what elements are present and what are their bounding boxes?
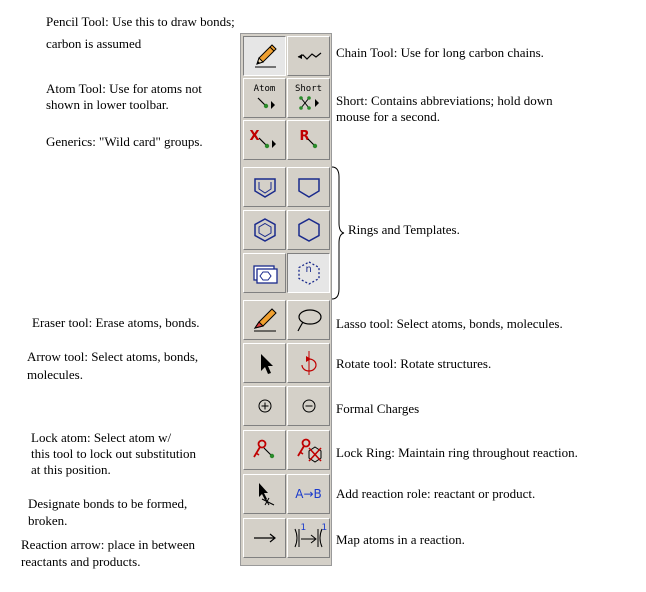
lock-atom-label: Lock atom: Select atom w/ [31, 430, 172, 445]
pencil-tool-button[interactable] [243, 36, 286, 76]
lasso-tool-label: Lasso tool: Select atoms, bonds, molecules. [336, 316, 563, 331]
generic-r-button[interactable] [287, 120, 330, 160]
cyclopentane-ring-button[interactable] [287, 167, 330, 207]
lock-ring-label: Lock Ring: Maintain ring throughout reaction. [336, 445, 578, 460]
formal-charges-label: Formal Charges [336, 401, 420, 416]
generic-r-label: R [299, 129, 310, 144]
cyclohexane-ring-icon [294, 215, 324, 245]
reaction-role-button[interactable] [287, 474, 330, 514]
cyclohexane-ring-button[interactable] [287, 210, 330, 250]
minus-charge-icon [294, 391, 324, 421]
short-tool-label: Short: Contains abbreviations; hold down [336, 93, 553, 108]
chain-icon [294, 41, 324, 71]
rings-templates-label: Rings and Templates. [348, 222, 460, 237]
cyclopentane-template-icon [250, 172, 280, 202]
rotate-tool-label: Rotate tool: Rotate structures. [336, 356, 492, 371]
atom-button-label: Atom [253, 84, 276, 94]
short-tool-label-line2: mouse for a second. [336, 109, 440, 124]
benzene-template-button[interactable] [243, 210, 286, 250]
reaction-role-label-icon: A→B [295, 487, 322, 501]
eraser-icon [250, 305, 280, 335]
lock-atom-button[interactable] [243, 430, 286, 470]
plus-charge-icon [250, 391, 280, 421]
bond-change-cursor-icon [250, 479, 280, 509]
arrow-tool-button[interactable] [243, 343, 286, 383]
generic-x-button[interactable] [243, 120, 286, 160]
positive-charge-button[interactable] [243, 386, 286, 426]
short-abbreviation-icon [294, 94, 324, 112]
map-atoms-button[interactable] [287, 518, 330, 558]
pencil-icon [250, 41, 280, 71]
pencil-tool-label: Pencil Tool: Use this to draw bonds; [46, 14, 235, 29]
lasso-icon [294, 305, 324, 335]
chemdraw-toolbar [240, 33, 332, 566]
chain-tool-button[interactable] [287, 36, 330, 76]
rotate-tool-button[interactable] [287, 343, 330, 383]
reaction-arrow-icon [250, 523, 280, 553]
reaction-role-label: Add reaction role: reactant or product. [336, 486, 536, 501]
atom-tool-label-line2: shown in lower toolbar. [46, 97, 169, 112]
lock-ring-icon [294, 435, 324, 465]
eraser-tool-label: Eraser tool: Erase atoms, bonds. [32, 315, 200, 330]
template-folder-icon [250, 258, 280, 288]
lock-atom-label-line2: this tool to lock out substitution [31, 446, 197, 461]
map-superscript-right: 1 [321, 523, 328, 533]
generic-r-bond-icon [294, 126, 324, 154]
atom-bond-icon [251, 94, 279, 112]
map-superscript-left: 1 [300, 523, 307, 533]
arrow-tool-label-line2: molecules. [27, 367, 83, 382]
rotate-icon [294, 348, 324, 378]
negative-charge-button[interactable] [287, 386, 330, 426]
atom-tool-button[interactable] [243, 78, 286, 118]
generics-label: Generics: "Wild card" groups. [46, 134, 203, 149]
n-ring-label: n [305, 264, 312, 275]
lock-atom-icon [250, 435, 280, 465]
eraser-tool-button[interactable] [243, 300, 286, 340]
reaction-arrow-button[interactable] [243, 518, 286, 558]
rings-brace [330, 165, 346, 301]
n-ring-template-button[interactable] [287, 253, 330, 293]
atom-tool-label: Atom Tool: Use for atoms not [46, 81, 202, 96]
reaction-arrow-label-line2: reactants and products. [21, 554, 141, 569]
lock-atom-label-line3: at this position. [31, 462, 111, 477]
arrow-cursor-icon [250, 348, 280, 378]
generic-x-label: X [249, 129, 260, 144]
lasso-tool-button[interactable] [287, 300, 330, 340]
bonds-formed-label: Designate bonds to be formed, [28, 496, 188, 511]
map-atoms-label: Map atoms in a reaction. [336, 532, 465, 547]
arrow-tool-label: Arrow tool: Select atoms, bonds, [27, 349, 199, 364]
benzene-icon [250, 215, 280, 245]
short-tool-button[interactable] [287, 78, 330, 118]
short-button-label: Short [294, 84, 323, 94]
lock-ring-button[interactable] [287, 430, 330, 470]
pencil-tool-label-line2: carbon is assumed [46, 36, 142, 51]
cyclopentane-ring-icon [294, 172, 324, 202]
templates-button[interactable] [243, 253, 286, 293]
bonds-formed-label-line2: broken. [28, 513, 68, 528]
cyclopentane-template-button[interactable] [243, 167, 286, 207]
bond-designate-button[interactable] [243, 474, 286, 514]
chain-tool-label: Chain Tool: Use for long carbon chains. [336, 45, 544, 60]
reaction-arrow-label: Reaction arrow: place in between [21, 537, 195, 552]
generic-x-bond-icon [248, 126, 282, 154]
